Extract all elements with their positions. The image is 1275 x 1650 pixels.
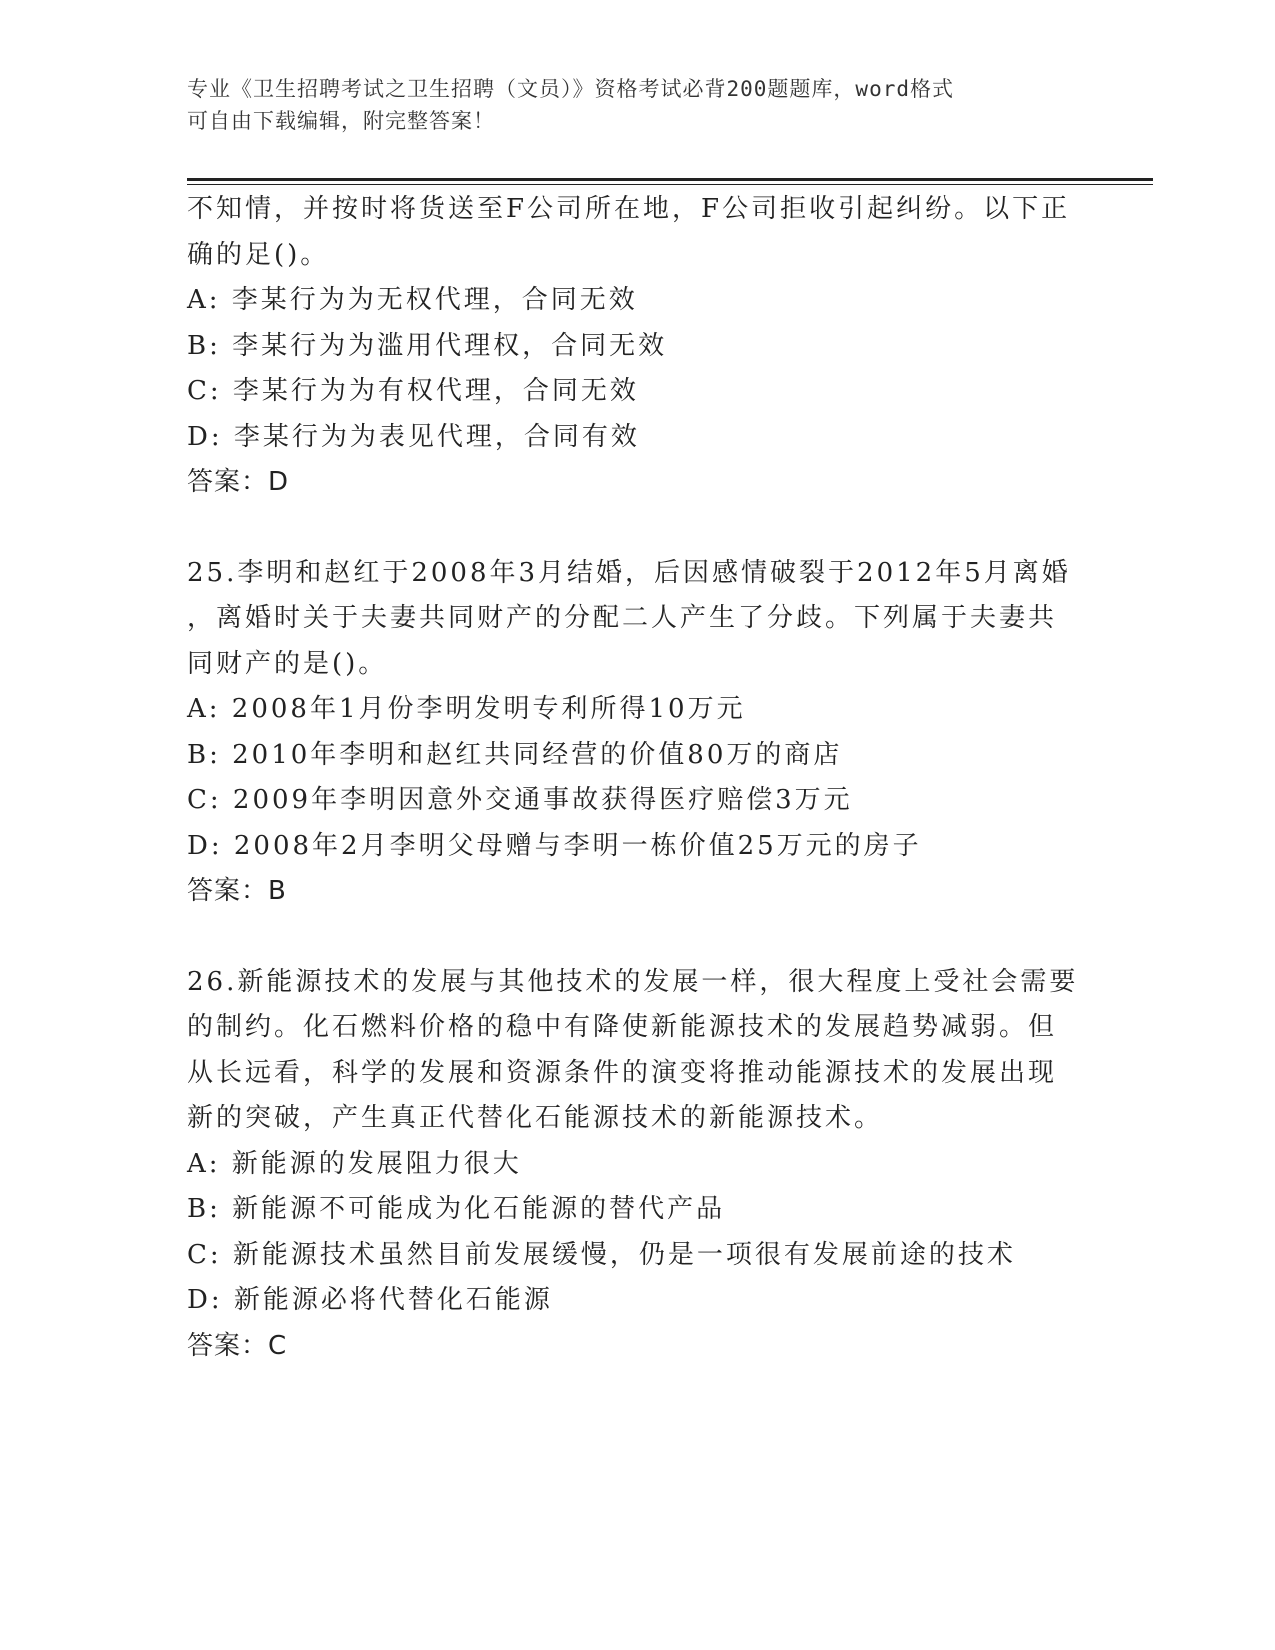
header-rule-thick	[187, 178, 1153, 181]
question-text-line: 同财产的是()。	[187, 648, 388, 679]
header-line-2: 可自由下载编辑，附完整答案！	[187, 109, 495, 133]
answer-line: 答案：B	[187, 876, 287, 906]
question-26	[187, 960, 1087, 1370]
option-b: B: 新能源不可能成为化石能源的替代产品	[187, 1194, 726, 1224]
spacer	[187, 506, 1087, 551]
question-24-continued	[187, 187, 1087, 506]
question-text-line: 不知情，并按时将货送至F公司所在地，F公司拒收引起纠纷。以下正	[187, 194, 1071, 224]
option-a: A: 李某行为为无权代理，合同无效	[187, 285, 638, 315]
answer-line: 答案：C	[187, 1330, 288, 1361]
question-text-line: 从长远看，科学的发展和资源条件的演变将推动能源技术的发展出现	[187, 1057, 1058, 1088]
question-text-line: 26.新能源技术的发展与其他技术的发展一样，很大程度上受社会需要	[187, 966, 1079, 997]
document-body	[187, 187, 1087, 1369]
answer-line: 答案：D	[187, 467, 290, 497]
option-d: D: 李某行为为表见代理，合同有效	[187, 421, 640, 452]
option-c: C: 2009年李明因意外交通事故获得医疗赔偿3万元	[187, 785, 853, 815]
question-text-line: 确的足()。	[187, 239, 330, 270]
option-d: D: 2008年2月李明父母赠与李明一栋价值25万元的房子	[187, 830, 922, 861]
question-text-line: 新的突破，产生真正代替化石能源技术的新能源技术。	[187, 1103, 884, 1133]
question-text-line: ，离婚时关于夫妻共同财产的分配二人产生了分歧。下列属于夫妻共	[187, 603, 1058, 633]
question-25	[187, 551, 1087, 915]
option-b: B: 李某行为为滥用代理权，合同无效	[187, 330, 668, 361]
option-b: B: 2010年李明和赵红共同经营的价值80万的商店	[187, 739, 843, 770]
option-a: A: 新能源的发展阻力很大	[187, 1148, 522, 1179]
header-line-1: 专业《卫生招聘考试之卫生招聘（文员）》资格考试必背200题题库，word格式	[187, 77, 954, 101]
option-c: C: 李某行为为有权代理，合同无效	[187, 376, 639, 406]
question-text-line: 25.李明和赵红于2008年3月结婚，后因感情破裂于2012年5月离婚	[187, 557, 1071, 588]
option-d: D: 新能源必将代替化石能源	[187, 1285, 553, 1315]
question-text-line: 的制约。化石燃料价格的稳中有降使新能源技术的发展趋势减弱。但	[187, 1012, 1058, 1042]
option-c: C: 新能源技术虽然目前发展缓慢，仍是一项很有发展前途的技术	[187, 1239, 1016, 1270]
option-a: A: 2008年1月份李明发明专利所得10万元	[187, 694, 746, 724]
header-rule-thin	[187, 184, 1153, 185]
document-header	[187, 73, 1087, 137]
spacer	[187, 915, 1087, 960]
